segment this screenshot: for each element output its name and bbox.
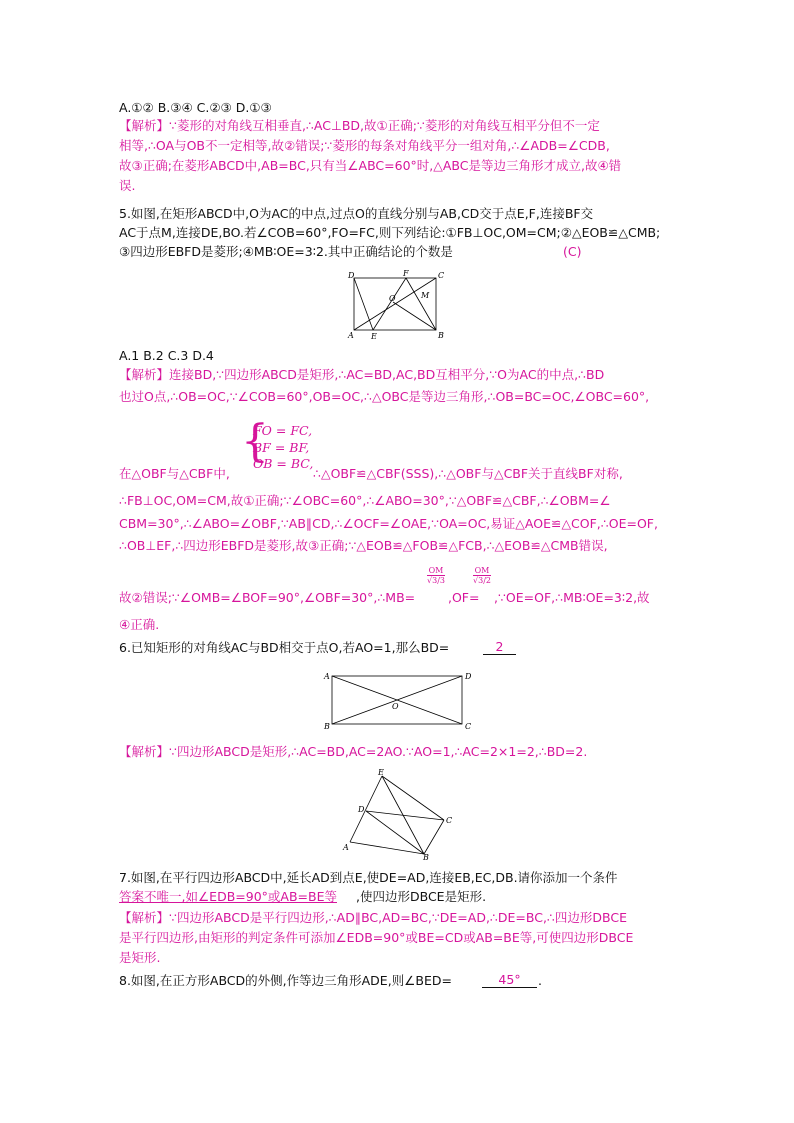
fig1-label-e: E — [371, 332, 377, 341]
q6-solution: 【解析】∵四边形ABCD是矩形,∴AC=BD,AC=2AO.∵AO=1,∴AC=2×1=2,∴BD=2. — [119, 744, 588, 759]
fig3-label-c: C — [446, 816, 452, 825]
q6-rectangle-figure — [320, 668, 476, 732]
q5-text-line3: ③四边形EBFD是菱形;④MB∶OE=3∶2.其中正确结论的个数是 — [119, 244, 453, 259]
q4-solution-line1: 【解析】∵菱形的对角线互相垂直,∴AC⊥BD,故①正确;∵菱形的对角线互相平分但不一定 — [119, 118, 600, 133]
fig1-label-d: D — [348, 271, 355, 280]
q7-solution-line1: 【解析】∵四边形ABCD是平行四边形,∴AD∥BC,AD=BC,∵DE=AD,∴DE=BC,∴四边形DBCE — [119, 910, 627, 925]
q6-answer: 2 — [483, 639, 516, 655]
fig3-label-d: D — [358, 805, 365, 814]
q5-rectangle-figure — [343, 268, 447, 344]
fraction-of: $\frac{OM}{√3/2}$ — [473, 566, 491, 585]
q5-solution-line3b: ∴△OBF≌△CBF(SSS),∴△OBF与△CBF关于直线BF对称, — [313, 466, 623, 481]
q7-answer: 答案不唯一,如∠EDB=90°或AB=BE等 — [119, 889, 337, 904]
fig1-label-a: A — [348, 331, 354, 340]
q4-solution-line3: 故③正确;在菱形ABCD中,AB=BC,只有当∠ABC=60°时,△ABC是等边三角形才成立,故④错 — [119, 158, 622, 173]
fig1-label-f: F — [403, 269, 409, 278]
q7-solution-line2: 是平行四边形,由矩形的判定条件可添加∠EDB=90°或BE=CD或AB=BE等,可使四边形DBCE — [119, 930, 634, 945]
fig1-label-o: O — [389, 294, 396, 303]
q5-solution-line3a: 在△OBF与△CBF中, — [119, 466, 230, 481]
fig2-label-b: B — [324, 722, 330, 731]
q4-options: A.①② B.③④ C.②③ D.①③ — [119, 100, 272, 115]
fig3-label-b: B — [423, 853, 429, 860]
q7-text-line2: ,使四边形DBCE是矩形. — [356, 889, 487, 904]
q5-solution-line2: 也过O点,∴OB=OC,∵∠COB=60°,OB=OC,∴△OBC是等边三角形,∴OB=BC=OC,∠OBC=60°, — [119, 389, 650, 404]
fig2-label-o: O — [392, 702, 399, 711]
system-row3: OB = BC, — [253, 456, 314, 471]
fig2-label-d: D — [465, 672, 472, 681]
fig1-label-m: M — [421, 291, 430, 300]
q5-text-line2: AC于点M,连接DE,BO.若∠COB=60°,FO=FC,则下列结论:①FB⊥OC,OM=CM;②△EOB≌△CMB; — [119, 225, 661, 240]
q4-solution-line4: 误. — [119, 178, 136, 193]
q5-solution-line7c: ,∵OE=OF,∴MB∶OE=3∶2,故 — [494, 590, 650, 605]
fig2-label-c: C — [465, 722, 472, 731]
q5-text-line1: 5.如图,在矩形ABCD中,O为AC的中点,过点O的直线分别与AB,CD交于点E,F,连接BF交 — [119, 206, 594, 221]
q5-solution-line4: ∴FB⊥OC,OM=CM,故①正确;∵∠OBC=60°,∴∠ABO=30°,∵△OBF≌△CBF,∴∠OBM=∠ — [119, 493, 611, 508]
q5-answer: (C) — [563, 244, 582, 259]
q7-text-line1: 7.如图,在平行四边形ABCD中,延长AD到点E,使DE=AD,连接EB,EC,DB.请你添加一个条件 — [119, 870, 618, 885]
q7-solution-line3: 是矩形. — [119, 950, 161, 965]
q8-text: 8.如图,在正方形ABCD的外侧,作等边三角形ADE,则∠BED= — [119, 973, 452, 988]
q5-solution-line5: CBM=30°,∴∠ABO=∠OBF,∵AB∥CD,∴∠OCF=∠OAE,∵OA=OC,易证△AOE≌△COF,∴OE=OF, — [119, 516, 658, 531]
q5-solution-line7b: ,OF= — [448, 590, 480, 605]
fig2-label-a: A — [324, 672, 330, 681]
fraction-mb: $\frac{OM}{√3/3}$ — [427, 566, 445, 585]
q5-solution-line6: ∴OB⊥EF,∴四边形EBFD是菱形,故③正确;∵△EOB≌△FOB≌△FCB,∴△EOB≌△CMB错误, — [119, 538, 608, 553]
system-brace: { — [241, 416, 269, 467]
q7-parallelogram-figure — [342, 768, 452, 860]
system-row1: FO = FC, — [253, 423, 313, 438]
q4-solution-line2: 相等,∴OA与OB不一定相等,故②错误;∵菱形的每条对角线平分一组对角,∴∠ADB=∠CDB, — [119, 138, 610, 153]
fig1-label-c: C — [438, 271, 445, 280]
fig1-label-b: B — [438, 331, 444, 340]
system-row2: BF = BF, — [253, 440, 310, 455]
q5-solution-line7a: 故②错误;∵∠OMB=∠BOF=90°,∠OBF=30°,∴MB= — [119, 590, 416, 605]
fig3-label-a: A — [343, 843, 349, 852]
q6-text: 6.已知矩形的对角线AC与BD相交于点O,若AO=1,那么BD= — [119, 640, 450, 655]
q8-period: . — [538, 973, 542, 988]
fig3-label-e: E — [378, 768, 384, 777]
q5-solution-line8: ④正确. — [119, 617, 160, 632]
q5-options: A.1 B.2 C.3 D.4 — [119, 348, 214, 363]
q5-solution-line1: 【解析】连接BD,∵四边形ABCD是矩形,∴AC=BD,AC,BD互相平分,∵O为AC的中点,∴BD — [119, 367, 605, 382]
q8-answer: 45° — [482, 972, 537, 988]
